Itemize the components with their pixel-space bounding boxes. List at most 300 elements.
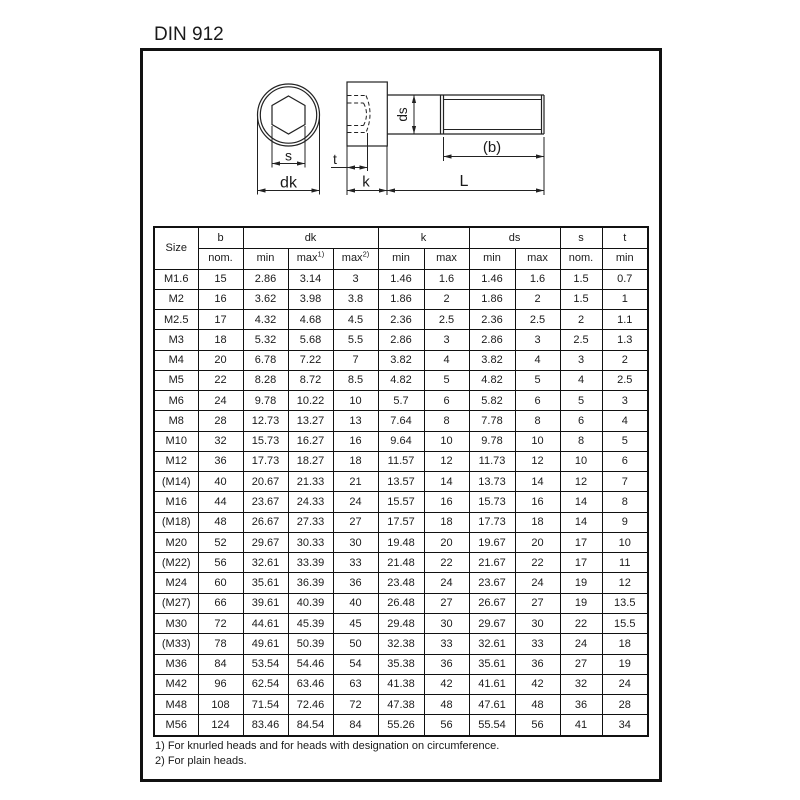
header-size: Size: [154, 227, 198, 269]
header-t: t: [602, 227, 648, 248]
value-cell: 13.73: [469, 472, 515, 492]
value-cell: 33.39: [288, 553, 333, 573]
value-cell: 8.5: [333, 370, 378, 390]
value-cell: 36: [424, 654, 469, 674]
value-cell: 19: [560, 593, 602, 613]
header-b-nom: nom.: [198, 248, 243, 269]
table-row: [154, 492, 648, 512]
value-cell: 72: [198, 614, 243, 634]
value-cell: 21: [333, 472, 378, 492]
value-cell: 17.73: [469, 512, 515, 532]
value-cell: 19: [602, 654, 648, 674]
header-ds-min: min: [469, 248, 515, 269]
page-title: DIN 912: [154, 24, 224, 45]
header-k-max: max: [424, 248, 469, 269]
value-cell: 6.78: [243, 350, 288, 370]
value-cell: 7.22: [288, 350, 333, 370]
value-cell: 71.54: [243, 695, 288, 715]
size-cell: M4: [154, 350, 198, 370]
value-cell: 66: [198, 593, 243, 613]
value-cell: 1.46: [378, 269, 424, 289]
value-cell: 41.38: [378, 674, 424, 694]
value-cell: 13.57: [378, 472, 424, 492]
ds-label: ds: [395, 107, 410, 122]
footnote-2: 2) For plain heads.: [155, 755, 247, 767]
value-cell: 1.86: [469, 289, 515, 309]
value-cell: 56: [198, 553, 243, 573]
value-cell: 2.36: [469, 310, 515, 330]
value-cell: 5.5: [333, 330, 378, 350]
value-cell: 13: [333, 411, 378, 431]
value-cell: 5: [560, 391, 602, 411]
value-cell: 5.7: [378, 391, 424, 411]
value-cell: 50.39: [288, 634, 333, 654]
value-cell: 20: [515, 532, 560, 552]
table-row: [154, 614, 648, 634]
value-cell: 78: [198, 634, 243, 654]
value-cell: 35.38: [378, 654, 424, 674]
table-row: [154, 593, 648, 613]
value-cell: 3: [602, 391, 648, 411]
value-cell: 44.61: [243, 614, 288, 634]
hidden-socket-lines: [348, 96, 371, 133]
table-row: [154, 269, 648, 289]
value-cell: 21.33: [288, 472, 333, 492]
value-cell: 5.82: [469, 391, 515, 411]
header-k: k: [378, 227, 469, 248]
value-cell: 2.86: [469, 330, 515, 350]
value-cell: 35.61: [469, 654, 515, 674]
value-cell: 55.26: [378, 715, 424, 736]
value-cell: 2: [424, 289, 469, 309]
value-cell: 63: [333, 674, 378, 694]
value-cell: 8: [560, 431, 602, 451]
value-cell: 5.68: [288, 330, 333, 350]
value-cell: 2.86: [378, 330, 424, 350]
value-cell: 4: [602, 411, 648, 431]
value-cell: 10: [424, 431, 469, 451]
value-cell: 8: [424, 411, 469, 431]
value-cell: 27.33: [288, 512, 333, 532]
footnote-ref-1: 1): [317, 249, 325, 259]
value-cell: 6: [602, 451, 648, 471]
value-cell: 2.36: [378, 310, 424, 330]
table-row: [154, 674, 648, 694]
value-cell: 5: [424, 370, 469, 390]
value-cell: 18: [602, 634, 648, 654]
value-cell: 3.62: [243, 289, 288, 309]
size-cell: (M14): [154, 472, 198, 492]
value-cell: 15: [198, 269, 243, 289]
value-cell: 32.61: [243, 553, 288, 573]
L-label: L: [459, 173, 469, 190]
size-cell: M48: [154, 695, 198, 715]
value-cell: 3.98: [288, 289, 333, 309]
value-cell: 36: [515, 654, 560, 674]
value-cell: 8: [602, 492, 648, 512]
value-cell: 10: [602, 532, 648, 552]
size-cell: (M22): [154, 553, 198, 573]
size-cell: M1.6: [154, 269, 198, 289]
value-cell: 27: [515, 593, 560, 613]
value-cell: 26.48: [378, 593, 424, 613]
value-cell: 15.57: [378, 492, 424, 512]
table-row: [154, 289, 648, 309]
value-cell: 54.46: [288, 654, 333, 674]
value-cell: 12: [515, 451, 560, 471]
value-cell: 2: [602, 350, 648, 370]
value-cell: 27: [424, 593, 469, 613]
size-cell: (M27): [154, 593, 198, 613]
value-cell: 30.33: [288, 532, 333, 552]
table-row: [154, 411, 648, 431]
value-cell: 39.61: [243, 593, 288, 613]
value-cell: 3: [560, 350, 602, 370]
value-cell: 14: [424, 472, 469, 492]
value-cell: 5.32: [243, 330, 288, 350]
value-cell: 36.39: [288, 573, 333, 593]
value-cell: 12: [424, 451, 469, 471]
value-cell: 24: [560, 634, 602, 654]
value-cell: 2.86: [243, 269, 288, 289]
value-cell: 1.46: [469, 269, 515, 289]
value-cell: 54: [333, 654, 378, 674]
s-label: s: [285, 147, 292, 164]
value-cell: 6: [560, 411, 602, 431]
value-cell: 1.5: [560, 289, 602, 309]
value-cell: 4: [424, 350, 469, 370]
size-cell: M2: [154, 289, 198, 309]
table-row: [154, 654, 648, 674]
value-cell: 27: [560, 654, 602, 674]
value-cell: 26.67: [469, 593, 515, 613]
value-cell: 3: [333, 269, 378, 289]
value-cell: 27: [333, 512, 378, 532]
value-cell: 42: [424, 674, 469, 694]
value-cell: 28: [602, 695, 648, 715]
value-cell: 20: [198, 350, 243, 370]
value-cell: 6: [424, 391, 469, 411]
header-b: b: [198, 227, 243, 248]
value-cell: 63.46: [288, 674, 333, 694]
value-cell: 108: [198, 695, 243, 715]
value-cell: 50: [333, 634, 378, 654]
value-cell: 83.46: [243, 715, 288, 736]
size-cell: M8: [154, 411, 198, 431]
size-cell: M10: [154, 431, 198, 451]
value-cell: 15.73: [469, 492, 515, 512]
size-cell: M36: [154, 654, 198, 674]
value-cell: 22: [515, 553, 560, 573]
value-cell: 17: [560, 532, 602, 552]
t-label: t: [333, 151, 337, 167]
table-row: [154, 532, 648, 552]
value-cell: 1.6: [424, 269, 469, 289]
value-cell: 10: [333, 391, 378, 411]
value-cell: 19.48: [378, 532, 424, 552]
header-row-groups: [154, 227, 648, 248]
value-cell: 18.27: [288, 451, 333, 471]
table-row: [154, 553, 648, 573]
value-cell: 34: [602, 715, 648, 736]
value-cell: 17: [560, 553, 602, 573]
size-cell: M2.5: [154, 310, 198, 330]
size-cell: M20: [154, 532, 198, 552]
value-cell: 2.5: [602, 370, 648, 390]
value-cell: 18: [515, 512, 560, 532]
table-row: [154, 634, 648, 654]
value-cell: 7.64: [378, 411, 424, 431]
side-view: [347, 82, 544, 146]
size-cell: (M33): [154, 634, 198, 654]
footnote-ref-2: 2): [362, 249, 370, 259]
value-cell: 23.48: [378, 573, 424, 593]
k-label: k: [362, 173, 370, 191]
value-cell: 18: [198, 330, 243, 350]
value-cell: 49.61: [243, 634, 288, 654]
value-cell: 24.33: [288, 492, 333, 512]
value-cell: 44: [198, 492, 243, 512]
b-label: (b): [482, 139, 502, 156]
value-cell: 42: [515, 674, 560, 694]
value-cell: 48: [198, 512, 243, 532]
value-cell: 1.1: [602, 310, 648, 330]
value-cell: 15.73: [243, 431, 288, 451]
dk-label: dk: [280, 174, 297, 192]
header-dk: dk: [243, 227, 378, 248]
header-row-subs: [154, 248, 648, 269]
table-body: [154, 269, 648, 736]
value-cell: 24: [515, 573, 560, 593]
value-cell: 29.48: [378, 614, 424, 634]
value-cell: 22: [560, 614, 602, 634]
table-row: [154, 350, 648, 370]
dimension-table: [153, 226, 649, 737]
value-cell: 32: [198, 431, 243, 451]
value-cell: 14: [560, 492, 602, 512]
value-cell: 28: [198, 411, 243, 431]
value-cell: 19.67: [469, 532, 515, 552]
size-cell: M42: [154, 674, 198, 694]
value-cell: 7: [602, 472, 648, 492]
front-view: [258, 84, 320, 146]
value-cell: 40.39: [288, 593, 333, 613]
value-cell: 55.54: [469, 715, 515, 736]
value-cell: 24: [424, 573, 469, 593]
value-cell: 32.38: [378, 634, 424, 654]
value-cell: 18: [333, 451, 378, 471]
value-cell: 16: [198, 289, 243, 309]
value-cell: 84: [198, 654, 243, 674]
value-cell: 2.5: [560, 330, 602, 350]
value-cell: 1: [602, 289, 648, 309]
table-row: [154, 330, 648, 350]
value-cell: 60: [198, 573, 243, 593]
value-cell: 26.67: [243, 512, 288, 532]
value-cell: 12: [560, 472, 602, 492]
value-cell: 8.28: [243, 370, 288, 390]
value-cell: 56: [424, 715, 469, 736]
value-cell: 62.54: [243, 674, 288, 694]
value-cell: 29.67: [243, 532, 288, 552]
header-k-min: min: [378, 248, 424, 269]
value-cell: 15.5: [602, 614, 648, 634]
value-cell: 24: [198, 391, 243, 411]
header-ds: ds: [469, 227, 560, 248]
value-cell: 30: [424, 614, 469, 634]
header-s-nom: nom.: [560, 248, 602, 269]
value-cell: 84.54: [288, 715, 333, 736]
value-cell: 7.78: [469, 411, 515, 431]
value-cell: 10: [560, 451, 602, 471]
value-cell: 56: [515, 715, 560, 736]
header-s: s: [560, 227, 602, 248]
table-row: [154, 391, 648, 411]
header-t-min: min: [602, 248, 648, 269]
value-cell: 84: [333, 715, 378, 736]
header-dk-max1: $\max^{1)}$: [288, 248, 333, 269]
value-cell: 3.82: [469, 350, 515, 370]
value-cell: 1.86: [378, 289, 424, 309]
value-cell: 16: [515, 492, 560, 512]
value-cell: 13.5: [602, 593, 648, 613]
table-row: [154, 370, 648, 390]
head-inner-circle: [260, 87, 316, 143]
value-cell: 0.7: [602, 269, 648, 289]
table-row: [154, 512, 648, 532]
value-cell: 12.73: [243, 411, 288, 431]
value-cell: 4.5: [333, 310, 378, 330]
value-cell: 23.67: [469, 573, 515, 593]
value-cell: 3.82: [378, 350, 424, 370]
value-cell: 32: [560, 674, 602, 694]
value-cell: 32.61: [469, 634, 515, 654]
value-cell: 5: [515, 370, 560, 390]
value-cell: 22: [424, 553, 469, 573]
value-cell: 96: [198, 674, 243, 694]
value-cell: 36: [333, 573, 378, 593]
table-row: [154, 573, 648, 593]
value-cell: 2: [560, 310, 602, 330]
value-cell: 1.5: [560, 269, 602, 289]
value-cell: 11.73: [469, 451, 515, 471]
value-cell: 3: [515, 330, 560, 350]
value-cell: 2: [515, 289, 560, 309]
value-cell: 33: [333, 553, 378, 573]
value-cell: 41.61: [469, 674, 515, 694]
value-cell: 21.67: [469, 553, 515, 573]
size-cell: M5: [154, 370, 198, 390]
size-cell: M24: [154, 573, 198, 593]
value-cell: 1.6: [515, 269, 560, 289]
value-cell: 4.82: [469, 370, 515, 390]
value-cell: 5: [602, 431, 648, 451]
value-cell: 9.78: [243, 391, 288, 411]
value-cell: 11: [602, 553, 648, 573]
size-cell: (M18): [154, 512, 198, 532]
value-cell: 35.61: [243, 573, 288, 593]
value-cell: 14: [515, 472, 560, 492]
size-cell: M6: [154, 391, 198, 411]
value-cell: 47.61: [469, 695, 515, 715]
value-cell: 3: [424, 330, 469, 350]
value-cell: 19: [560, 573, 602, 593]
value-cell: 124: [198, 715, 243, 736]
value-cell: 30: [333, 532, 378, 552]
value-cell: 36: [198, 451, 243, 471]
value-cell: 9: [602, 512, 648, 532]
value-cell: 3.8: [333, 289, 378, 309]
header-ds-max: max: [515, 248, 560, 269]
value-cell: 18: [424, 512, 469, 532]
size-cell: M16: [154, 492, 198, 512]
size-cell: M3: [154, 330, 198, 350]
value-cell: 29.67: [469, 614, 515, 634]
value-cell: 4.82: [378, 370, 424, 390]
value-cell: 72: [333, 695, 378, 715]
hex-socket-outline: [272, 96, 305, 134]
value-cell: 11.57: [378, 451, 424, 471]
value-cell: 40: [333, 593, 378, 613]
value-cell: 8.72: [288, 370, 333, 390]
table-header: [154, 227, 648, 269]
table-row: [154, 472, 648, 492]
value-cell: 30: [515, 614, 560, 634]
value-cell: 2.5: [424, 310, 469, 330]
value-cell: 1.3: [602, 330, 648, 350]
value-cell: 45.39: [288, 614, 333, 634]
head-outline-circle: [258, 84, 320, 146]
value-cell: 21.48: [378, 553, 424, 573]
value-cell: 6: [515, 391, 560, 411]
value-cell: 33: [515, 634, 560, 654]
value-cell: 23.67: [243, 492, 288, 512]
value-cell: 4.32: [243, 310, 288, 330]
value-cell: 16: [333, 431, 378, 451]
value-cell: 20: [424, 532, 469, 552]
table-row: [154, 431, 648, 451]
table-row: [154, 695, 648, 715]
value-cell: 9.78: [469, 431, 515, 451]
value-cell: 53.54: [243, 654, 288, 674]
value-cell: 17.73: [243, 451, 288, 471]
size-cell: M30: [154, 614, 198, 634]
value-cell: 4: [515, 350, 560, 370]
table-row: [154, 451, 648, 471]
value-cell: 4: [560, 370, 602, 390]
value-cell: 16.27: [288, 431, 333, 451]
value-cell: 47.38: [378, 695, 424, 715]
value-cell: 9.64: [378, 431, 424, 451]
footnote-1: 1) For knurled heads and for heads with designation on circumference.: [155, 740, 500, 752]
value-cell: 17.57: [378, 512, 424, 532]
value-cell: 10: [515, 431, 560, 451]
value-cell: 22: [198, 370, 243, 390]
value-cell: 8: [515, 411, 560, 431]
value-cell: 2.5: [515, 310, 560, 330]
table-row: [154, 715, 648, 736]
value-cell: 10.22: [288, 391, 333, 411]
value-cell: 52: [198, 532, 243, 552]
table-row: [154, 310, 648, 330]
value-cell: 16: [424, 492, 469, 512]
value-cell: 41: [560, 715, 602, 736]
value-cell: 48: [424, 695, 469, 715]
value-cell: 24: [602, 674, 648, 694]
header-dk-min: min: [243, 248, 288, 269]
value-cell: 20.67: [243, 472, 288, 492]
value-cell: 12: [602, 573, 648, 593]
